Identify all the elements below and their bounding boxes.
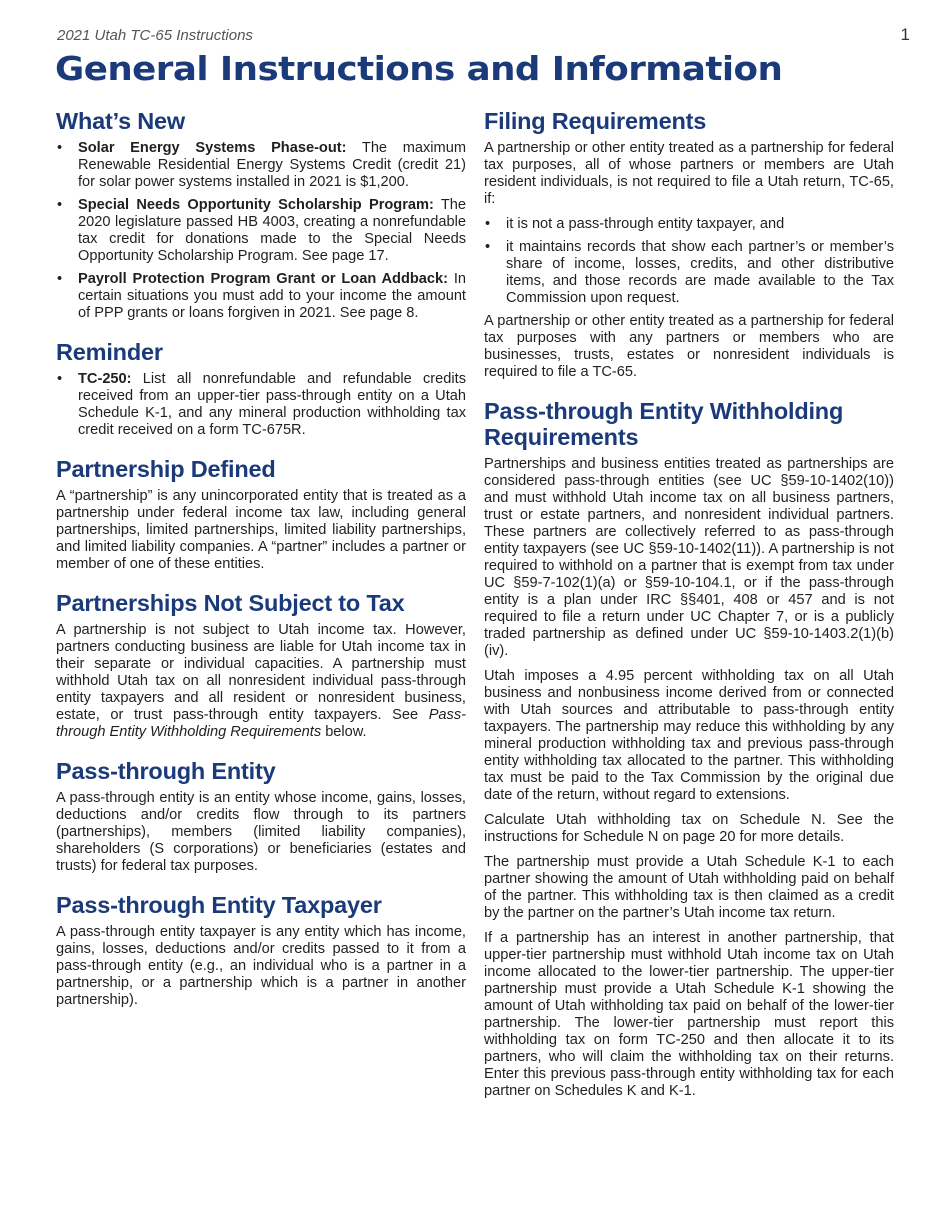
filing-section <box>484 108 894 381</box>
whats-new-section <box>56 108 466 322</box>
reminder-heading: Reminder <box>56 339 163 365</box>
item-text: List all nonrefundable and refundable credits received from an upper-tier pass-through entity on a Utah Schedule K-1, and any mineral production withholding tax credit received on a form TC-675R. <box>78 371 466 438</box>
withholding-heading: Pass-through Entity Withholding Requirements <box>484 398 844 450</box>
pte-taxpayer-heading: Pass-through Entity Taxpayer <box>56 892 382 918</box>
left-column <box>56 108 466 1026</box>
paragraph-text: A partnership is not subject to Utah income tax. However, partners conducting business are liable for Utah income tax in their separate or individual capacities. A partnership must withhold Utah tax on all nonresident individual pass-through entity taxpayers and all resident or nonresident business, estate, or trust pass-through entity taxpayers. See <box>56 622 466 723</box>
paragraph <box>56 622 466 741</box>
list-item: • it maintains records that show each partner’s or member’s share of income, losses, credits, and other distributive items, and those records are made available to the Tax Commission upon request. <box>484 239 894 307</box>
item-text: The 2020 legislature passed HB 4003, creating a nonrefundable tax credit for donations made to the Special Needs Opportunity Scholarship Program. See page 17. <box>78 197 466 264</box>
pte-taxpayer-section <box>56 892 466 1009</box>
paragraph: A pass-through entity is an entity whose income, gains, losses, deductions and/or credits flow through to its partners (partnerships), members (limited liability companies), shareholders (S corporations) or beneficiaries (estates and trusts) for federal tax purposes. <box>56 790 466 874</box>
item-lead: TC-250: <box>78 371 132 387</box>
whats-new-heading: What’s New <box>56 108 186 134</box>
item-lead: Solar Energy Systems Phase-out: <box>78 140 347 156</box>
paragraph: The partnership must provide a Utah Schedule K-1 to each partner showing the amount of Utah withholding paid on behalf of the partner. This withholding tax is then claimed as a credit by the partner on the partner’s Utah income tax return. <box>484 854 894 921</box>
whats-new-list <box>56 140 466 322</box>
partnership-defined-heading: Partnership Defined <box>56 456 276 482</box>
withholding-section <box>484 398 894 1100</box>
paragraph-text: below. <box>321 724 367 740</box>
item-lead: Payroll Protection Program Grant or Loan Addback: <box>78 271 449 287</box>
list-item: • it is not a pass-through entity taxpayer, and <box>484 216 894 233</box>
reminder-section <box>56 339 466 439</box>
paragraph: If a partnership has an interest in another partnership, that upper-tier partnership must withhold Utah income tax on Utah income allocated to the lower-tier partnership. The upper-tier partnership must provide a Utah Schedule K-1 showing the amount of Utah withholding tax paid on behalf of the lower-tier partnership. The lower-tier partnership must report this withholding tax on form TC-250 and then allocate it to its partners, who will claim the withholding tax on their returns. Enter this previous pass-through entity withholding tax for each partner on Schedules K and K-1. <box>484 930 894 1099</box>
list-item <box>56 271 466 322</box>
pte-section <box>56 758 466 875</box>
filing-heading: Filing Requirements <box>484 108 707 134</box>
filing-list <box>484 216 894 307</box>
paragraph: A partnership or other entity treated as a partnership for federal tax purposes, all of whose partners or members are Utah resident individuals, is not required to file a Utah return, TC-65, if: <box>484 140 894 207</box>
list-item <box>56 371 466 439</box>
cross-reference: Pass-through Entity Withholding Requirements <box>56 707 466 740</box>
list-item <box>56 140 466 191</box>
reminder-list <box>56 371 466 439</box>
page-title: General Instructions and Information <box>55 49 783 88</box>
paragraph: A partnership or other entity treated as a partnership for federal tax purposes with any partners or members who are businesses, trusts, estates or nonresident individuals is required to file a TC-65. <box>484 313 894 380</box>
paragraph: A pass-through entity taxpayer is any entity which has income, gains, losses, deductions and/or credits passed to it from a pass-through entity (e.g., an individual who is a partner in a partnership, or a partnership which is a partner in another partnership). <box>56 924 466 1008</box>
not-subject-section <box>56 590 466 741</box>
item-text: In certain situations you must add to your income the amount of PPP grants or loans forgiven in 2021. See page 8. <box>78 271 466 321</box>
paragraph: Partnerships and business entities treated as partnerships are considered pass-through entities (see UC §59-10-1402(10)) and must withhold Utah income tax on all business partners, trust or estate partners, and nonresident individual partners. These partners are collectively referred to as pass-through entity taxpayers (see UC §59-10-1402(11)). A partnership is not required to withhold on a partner that is exempt from tax under UC §59-7-102(1)(a) or §59-10-104.1, or if the pass-through entity is a plan under IRC §§401, 408 or 457 and is not required to file a return under UC Chapter 7, or is a publicly traded partnership as defined under UC §59-10-1403.2(1)(b)(iv). <box>484 456 894 659</box>
page-number: 1 <box>900 25 910 44</box>
item-text: The maximum Renewable Residential Energy Systems Credit (credit 21) for solar power systems installed in 2021 is $1,200. <box>78 140 466 190</box>
paragraph: Utah imposes a 4.95 percent withholding tax on all Utah business and nonbusiness income derived from or connected with Utah sources and attributable to pass-through entity taxpayers. The partnership may reduce this withholding by any mineral production withholding tax and previous pass-through entity withholding tax allocated to the partner. This withholding tax must be paid to the Tax Commission by the original due date of the return, without regard to extensions. <box>484 668 894 803</box>
right-column <box>484 108 894 1117</box>
not-subject-heading: Partnerships Not Subject to Tax <box>56 590 405 616</box>
running-head: 2021 Utah TC-65 Instructions <box>57 27 253 44</box>
pte-heading: Pass-through Entity <box>56 758 276 784</box>
paragraph: A “partnership” is any unincorporated entity that is treated as a partnership under federal income tax law, including general partnerships, limited partnerships, limited liability partnerships, and limited liability companies. A “partner” includes a partner or member of one of these entities. <box>56 488 466 572</box>
paragraph: Calculate Utah withholding tax on Schedule N. See the instructions for Schedule N on page 20 for more details. <box>484 812 894 845</box>
list-item <box>56 197 466 265</box>
partnership-defined-section <box>56 456 466 573</box>
item-lead: Special Needs Opportunity Scholarship Program: <box>78 197 434 213</box>
